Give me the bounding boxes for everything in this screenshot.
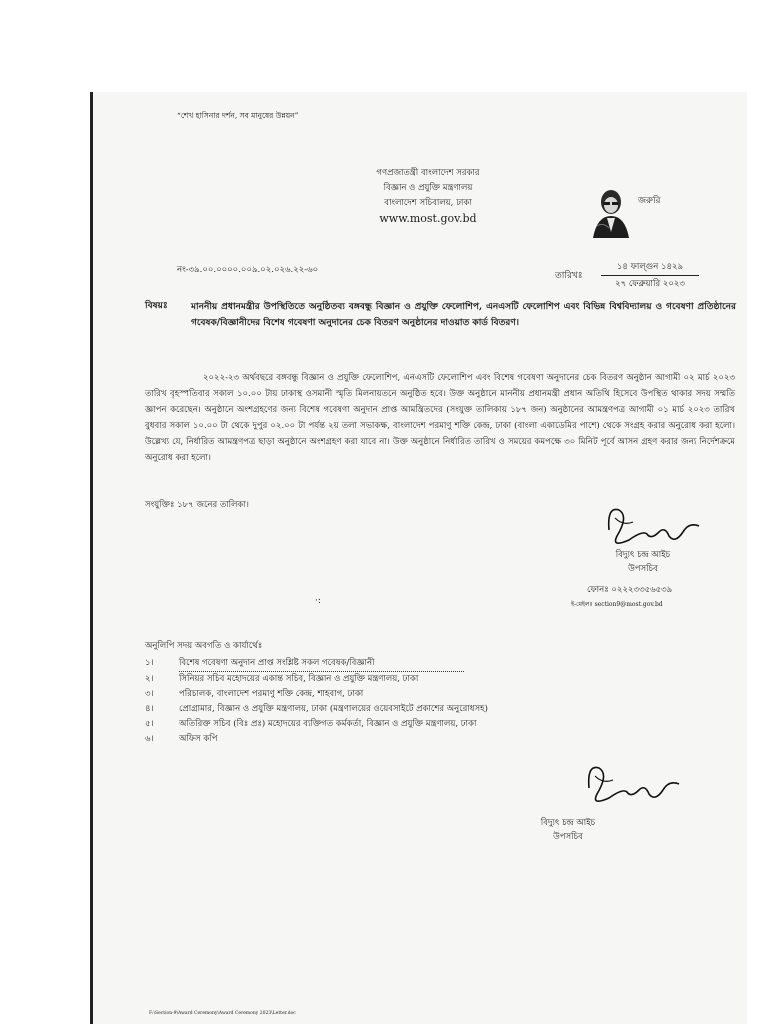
date-gregorian: ২৭ ফেব্রুয়ারি ২০২৩ (615, 279, 685, 289)
copy-item: ৬। অফিস কপি (145, 734, 218, 744)
signatory-name: বিদ্যুৎ চন্দ্র আইচ (615, 550, 671, 560)
signatory-block-2 (513, 816, 623, 844)
slogan: “শেখ হাসিনার দর্শন, সব মানুষের উন্নয়ন” (177, 111, 299, 120)
subject-text: মাননীয় প্রধানমন্ত্রীর উপস্থিতিতে অনুষ্ঠিতব্য বঙ্গবন্ধু বিজ্ঞান ও প্রযুক্তি ফেলোশিপ, এনএসটি ফেলোশিপ এবং বিভিন্ন বিশ্ববিদ্যালয় ও গবেষণা প্রতিষ্ঠানের গবেষক/বিজ্ঞানীদের বিশেষ গবেষণা অনুদানের চেক বিতরণ অনুষ্ঠানের দাওয়াত কার্ড বিতরণ। (191, 302, 736, 328)
signature-2 (569, 754, 689, 818)
signatory-title: উপসচিব (553, 832, 583, 842)
copy-list (145, 656, 665, 747)
copy-item: ১। বিশেষ গবেষণা অনুদান প্রাপ্ত সংশ্লিষ্ট সকল গবেষক/বিজ্ঞানী (145, 656, 665, 672)
subject-label: বিষয়ঃ (145, 301, 168, 311)
letter-page (90, 92, 747, 1024)
body-paragraph (145, 370, 735, 466)
memo-number: নং-৩৯.০০.০০০০.০০৯.০২.০২৬.২২-৬০ (177, 265, 319, 275)
signatory-title: উপসচিব (628, 564, 658, 574)
date-bengali: ১৪ ফাল্গুন ১৪২৯ (616, 262, 684, 272)
date-label: তারিখঃ (555, 271, 583, 281)
urgent-label: জরুরি (638, 196, 661, 206)
signatory-name: বিদ্যুৎ চন্দ্র আইচ (540, 818, 596, 828)
copy-section-title: অনুলিপি সদয় অবগতি ও কার্যার্থেঃ (145, 641, 263, 651)
body-text: ২০২২-২৩ অর্থবছরে বঙ্গবন্ধু বিজ্ঞান ও প্রযুক্তি ফেলোশিপ, এনএসটি ফেলোশিপ এবং বিশেষ গবেষণা অনুদানের চেক বিতরণ অনুষ্ঠান আগামী ০২ মার্চ ২০২৩ তারিখ বৃহস্পতিবার সকাল ১০.০০ টায় ঢাকাস্থ ওসমানী স্মৃতি মিলনায়তনে অনুষ্ঠিত হবে। উক্ত অনুষ্ঠানে মাননীয় প্রধানমন্ত্রী প্রধান অতিথি হিসেবে উপস্থিত থাকার সদয় সম্মতি জ্ঞাপন করেছেন। অনুষ্ঠানে অংশগ্রহণের জন্য বিশেষ গবেষণা অনুদান প্রাপ্ত আমন্ত্রিতদের (সংযুক্ত তালিকায় ১৮৭ জন) অনুষ্ঠানের আমন্ত্রণপত্র আগামী ০১ মার্চ ২০২৩ তারিখ বুধবার সকাল ১০.০০ টা থেকে দুপুর ০২.০০ টা পর্যন্ত ২য় তলা সভাকক্ষ, বাংলাদেশ পরমাণু শক্তি কেন্দ্র, ঢাকা (বাংলা একাডেমির পাশে) থেকে সংগ্রহ করার অনুরোধ করা হলো। উল্লেখ্য যে, নির্ধারিত আমন্ত্রণপত্র ছাড়া অনুষ্ঠানে অংশগ্রহণ করা যাবে না। উক্ত অনুষ্ঠানে নির্ধারিত তারিখ ও সময়ের কমপক্ষে ৩০ মিনিট পূর্বে আসন গ্রহণ করার জন্য নির্দেশক্রমে অনুরোধ করা হলো। (145, 373, 735, 463)
signatory-email: ই-মেইলঃ section9@most.gov.bd (571, 601, 663, 608)
letterhead-ministry: বিজ্ঞান ও প্রযুক্তি মন্ত্রণালয় (383, 183, 473, 193)
letterhead-government: গণপ্রজাতন্ত্রী বাংলাদেশ সরকার (376, 168, 480, 178)
signatory-block-1 (593, 548, 693, 576)
copy-item: ২। সিনিয়র সচিব মহোদয়ের একান্ত সচিব, বিজ্ঞান ও প্রযুক্তি মন্ত্রণালয়, ঢাকা (145, 674, 419, 684)
date-block (595, 260, 705, 291)
portrait-image (589, 186, 633, 238)
signatory-phone: ফোনঃ ০২২২৩৩৫৬৫৩৯ (587, 585, 673, 595)
letterhead (343, 166, 513, 226)
file-path-footer: F:\Section-9\Award Ceremony\Award Ceremony 2023\Letter.doc (149, 1011, 296, 1016)
copy-item: ৩। পরিচালক, বাংলাদেশ পরমাণু শক্তি কেন্দ্র, শাহবাগ, ঢাকা (145, 689, 364, 699)
letterhead-website: www.most.gov.bd (379, 212, 477, 225)
stray-mark: ·: (315, 596, 321, 606)
attachment-note: সংযুক্তিঃ ১৮৭ জনের তালিকা। (145, 500, 249, 510)
letterhead-location: বাংলাদেশ সচিবালয়, ঢাকা (384, 198, 472, 208)
copy-item: ৪। প্রোগ্রামার, বিজ্ঞান ও প্রযুক্তি মন্ত্রণালয়, ঢাকা (মন্ত্রণালয়ের ওয়েবসাইটে প্রকাশের অনুরোধসহ) (145, 704, 488, 714)
date-divider (601, 275, 699, 276)
copy-item: ৫। অতিরিক্ত সচিব (বিঃ প্রঃ) মহোদয়ের ব্যক্তিগত কর্মকর্তা, বিজ্ঞান ও প্রযুক্তি মন্ত্রণালয়, ঢাকা (145, 719, 477, 729)
